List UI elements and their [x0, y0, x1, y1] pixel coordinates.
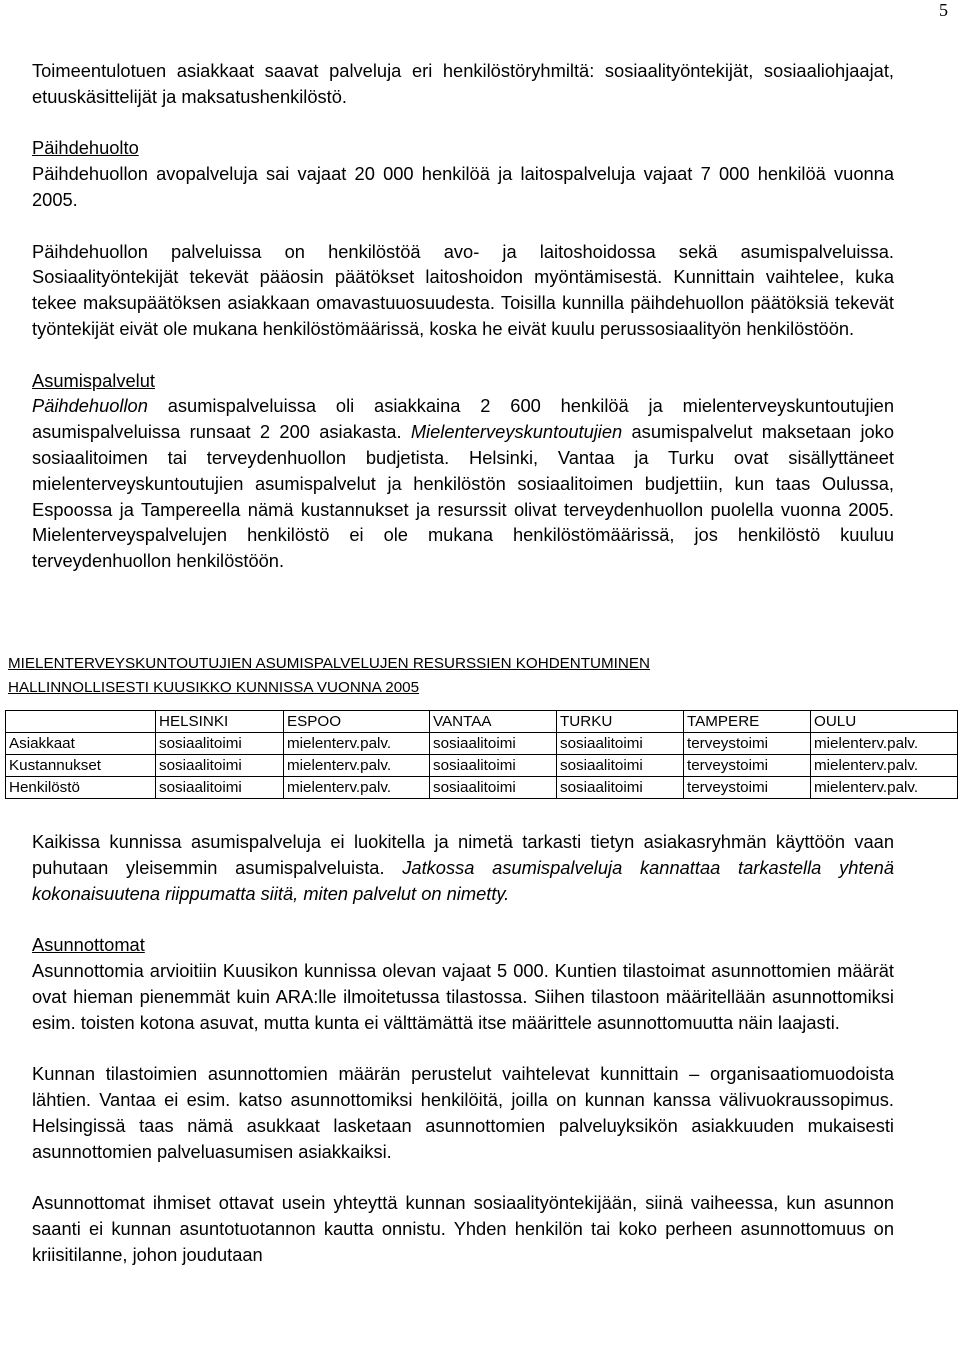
asumispalvelut-text-1: asumispalveluissa oli asiakkaina 2 600 henkilöä ja mielenterveyskuntoutujien asumispalveluissa runsaat 2 200 asiakasta.	[32, 395, 894, 443]
asumispalvelut-paragraph	[32, 393, 894, 574]
table-cell: mielenterv.palv.	[284, 777, 430, 799]
table-cell: mielenterv.palv.	[811, 755, 958, 777]
table-header-cell	[6, 711, 156, 733]
asumispalvelut-em-1: Päihdehuollon	[32, 395, 148, 417]
table-cell: mielenterv.palv.	[284, 755, 430, 777]
paihdehuolto-heading: Päihdehuolto	[32, 137, 139, 159]
asunnottomat-paragraph-1: Asunnottomia arvioitiin Kuusikon kunnissa olevan vajaat 5 000. Kuntien tilastoimat asunnottomien määrät ovat hieman pienemmät kuin ARA:lle ilmoitetussa tilastossa. Siihen tilastoon määritellään asunnottomiksi esim. toisten kotona asuvat, mutta kunta ei välttämättä itse määrittele asunnottomuutta näin laajasti.	[32, 959, 894, 1033]
table-header-cell: TAMPERE	[684, 711, 811, 733]
table-cell: sosiaalitoimi	[557, 733, 684, 755]
after-table-plain: Kaikissa kunnissa asumispalveluja ei luokitella ja nimetä tarkasti tietyn asiakasryhmän käyttöön vaan puhutaan yleisemmin asumispalveluista.	[32, 831, 894, 878]
table-heading-line-2: HALLINNOLLISESTI KUUSIKKO KUNNISSA VUONNA 2005	[8, 679, 420, 696]
table-cell: Henkilöstö	[6, 777, 156, 799]
table-header-row	[6, 711, 958, 733]
table-header-cell: HELSINKI	[156, 711, 284, 733]
table-cell: sosiaalitoimi	[430, 755, 557, 777]
upper-text	[32, 58, 894, 574]
table-header-cell: OULU	[811, 711, 958, 733]
resource-allocation-table	[5, 710, 958, 799]
table-cell: sosiaalitoimi	[156, 733, 284, 755]
table-cell: Kustannukset	[6, 755, 156, 777]
table-cell: sosiaalitoimi	[156, 777, 284, 799]
table-cell: mielenterv.palv.	[284, 733, 430, 755]
table-cell: terveystoimi	[684, 733, 811, 755]
asumispalvelut-heading: Asumispalvelut	[32, 369, 155, 391]
table-cell: sosiaalitoimi	[557, 755, 684, 777]
table-cell: sosiaalitoimi	[430, 733, 557, 755]
table-row	[6, 733, 958, 755]
intro-paragraph: Toimeentulotuen asiakkaat saavat palveluja eri henkilöstöryhmiltä: sosiaalityöntekijät, sosiaaliohjaajat, etuuskäsittelijät ja maksatushenkilöstö.	[32, 60, 894, 107]
table-header-cell: VANTAA	[430, 711, 557, 733]
asunnottomat-heading: Asunnottomat	[32, 934, 145, 956]
table-header-cell: TURKU	[557, 711, 684, 733]
table-header-cell: ESPOO	[284, 711, 430, 733]
table-row	[6, 755, 958, 777]
asumispalvelut-text-2: asumispalvelut maksetaan joko sosiaalitoimen tai terveydenhuollon budjetista. Helsinki, Vantaa ja Turku ovat sisällyttäneet mielenterveyskuntoutujien asumispalvelut ja henkilöstön sosiaalitoimen budjettiin, kun taas Oulussa, Espoossa ja Tampereella nämä kustannukset ja resurssit olivat terveydenhuollon puolella vuonna 2005. Mielenterveyspalvelujen henkilöstö ei ole mukana henkilöstömäärissä, jos henkilöstö kuuluu terveydenhuollon henkilöstöön.	[32, 421, 894, 572]
after-table-italic: Jatkossa asumispalveluja kannattaa tarkastella yhtenä kokonaisuutena riippumatta siitä, miten palvelut on nimetty.	[32, 856, 894, 904]
asunnottomat-paragraph-3: Asunnottomat ihmiset ottavat usein yhteyttä kunnan sosiaalityöntekijään, siinä vaiheessa, kun asunnon saanti ei kunnan asuntotuotannon kautta onnistu. Yhden henkilön tai koko perheen asunnottomuus on kriisitilanne, johon joudutaan	[32, 1192, 894, 1265]
table-cell: mielenterv.palv.	[811, 777, 958, 799]
table-row	[6, 777, 958, 799]
paihdehuolto-paragraph-1: Päihdehuollon avopalveluja sai vajaat 20 000 henkilöä ja laitospalveluja vajaat 7 000 henkilöä vuonna 2005.	[32, 163, 894, 210]
table-cell: sosiaalitoimi	[156, 755, 284, 777]
page-number: 5	[939, 0, 948, 20]
table-cell: mielenterv.palv.	[811, 733, 958, 755]
paihdehuolto-paragraph-2: Päihdehuollon palveluissa on henkilöstöä avo- ja laitoshoidossa sekä asumispalveluissa. Sosiaalityöntekijät tekevät pääosin päätökset laitoshoidon myöntämisestä. Kunnittain vaihtelee, kuka tekee maksupäätöksen asiakkaan omavastuuosuudesta. Toisilla kunnilla päihdehuollon päätöksiä tekevät työntekijät eivät ole mukana henkilöstömäärissä, koska he eivät kuulu perussosiaalityön henkilöstöön.	[32, 240, 894, 339]
table-cell: sosiaalitoimi	[557, 777, 684, 799]
table-cell: sosiaalitoimi	[430, 777, 557, 799]
table-cell: terveystoimi	[684, 755, 811, 777]
table-heading-line-1: MIELENTERVEYSKUNTOUTUJIEN ASUMISPALVELUJEN RESURSSIEN KOHDENTUMINEN	[8, 655, 650, 672]
lower-text	[32, 829, 894, 1268]
asunnottomat-paragraph-2: Kunnan tilastoimien asunnottomien määrän perustelut vaihtelevat kunnittain – organisaatiomuodoista lähtien. Vantaa ei esim. katso asunnottomiksi henkilöitä, joilla on kunnan kanssa välivuokraussopimus. Helsingissä taas nämä asukkaat lasketaan asunnottomien palveluyksikön asiakkuuden mukaisesti asunnottomien palveluasumisen asiakkaiksi.	[32, 1063, 894, 1162]
table-heading	[8, 652, 952, 700]
table-cell: terveystoimi	[684, 777, 811, 799]
table-cell: Asiakkaat	[6, 733, 156, 755]
after-table-paragraph	[32, 829, 894, 906]
asumispalvelut-em-2: Mielenterveyskuntoutujien	[410, 421, 623, 443]
